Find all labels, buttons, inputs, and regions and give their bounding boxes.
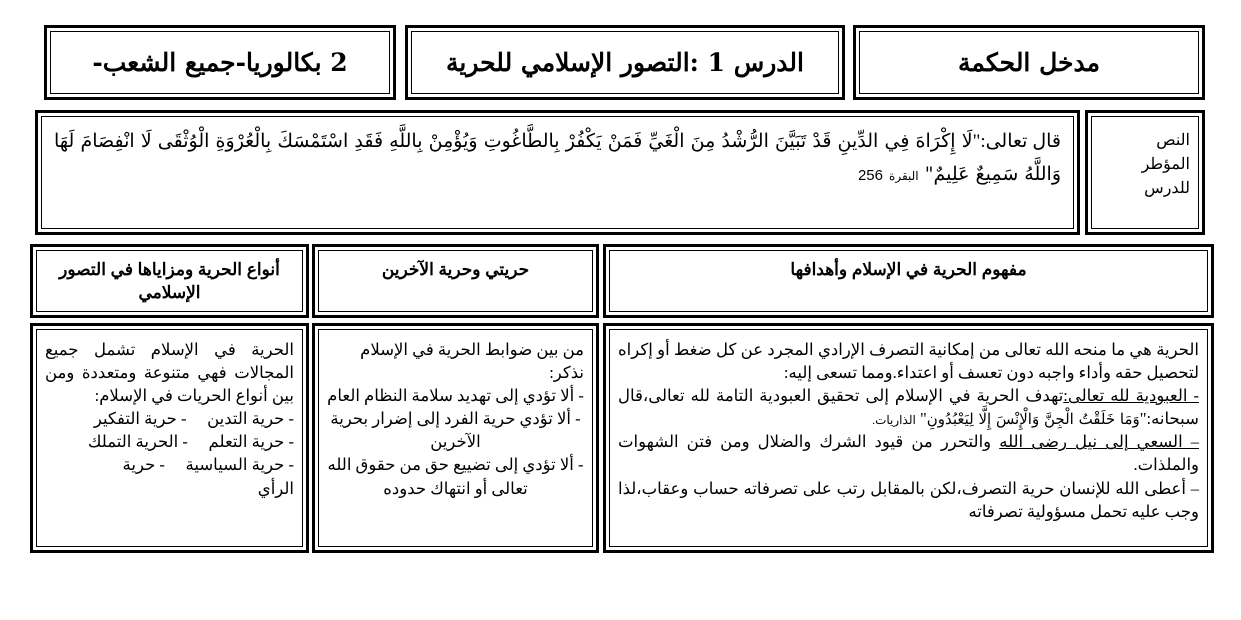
framing-verse-box (35, 110, 1080, 235)
types-row: - حرية التعلم - الحرية التملك (87, 432, 294, 452)
others-item: - ألا تؤدي حرية الفرد إلى إضرار بحرية الآخرين (330, 409, 581, 452)
concept-responsibility: – أعطى الله للإنسان حرية التصرف،لكن بالمقابل رتب على تصرفاته حساب وعقاب،لذا وجب عليه تحمل مسؤولية تصرفاته (618, 478, 1199, 521)
concept-goal-1-label: - العبودية لله تعالى: (1063, 386, 1199, 406)
types-row: - حرية التدين - حرية التفكير (93, 409, 294, 429)
header-entry: مدخل الحكمة (958, 48, 1100, 77)
framing-label-line: المؤطر (1141, 156, 1190, 173)
concept-title-box (603, 244, 1214, 318)
others-item: - ألا تؤدي إلى تهديد سلامة النظام العام (327, 386, 584, 406)
concept-goal-1-close: " (919, 409, 927, 429)
verse-reference-ayah: 256 (857, 167, 883, 185)
others-body-box (312, 323, 599, 553)
framing-label-box (1085, 110, 1205, 235)
concept-body-box (603, 323, 1214, 553)
types-row: الرأي (257, 478, 294, 498)
header-level-box (44, 25, 396, 100)
types-row: - حرية السياسية - حرية (122, 455, 294, 475)
concept-goal-1-text: تهدف الحرية في الإسلام إلى تحقيق العبودية التامة لله تعالى،قال سبحانه:" (618, 386, 1199, 429)
types-title-box (30, 244, 309, 318)
others-item: - ألا تؤدي إلى تضييع حق من حقوق الله تعالى أو انتهاك حدوده (327, 455, 584, 498)
concept-paragraph: الحرية هي ما منحه الله تعالى من إمكانية التصرف الإرادي المجرد عن كل ضغط أو إكراه لتحصيل حقه وأداء واجبه دون تعسف أو اعتداء.ومما تسعى إليه: (618, 340, 1199, 383)
concept-goal-1 (618, 384, 1199, 430)
concept-goal-1-ref: الذاريات. (872, 413, 916, 428)
others-title-box (312, 244, 599, 318)
verse-close: " (924, 163, 934, 186)
concept-body (606, 326, 1211, 538)
others-title: حريتي وحرية الآخرين (381, 260, 530, 279)
framing-label-line: النص (1156, 132, 1190, 149)
others-intro: من بين ضوابط الحرية في الإسلام نذكر: (360, 340, 584, 383)
header-level: 2 بكالوريا-جميع الشعب- (92, 48, 348, 77)
concept-goal-2-label: – السعي إلى نيل رضى الله (999, 432, 1200, 452)
types-paragraph: الحرية في الإسلام تشمل جميع المجالات فهي متنوعة ومتعددة ومن بين أنواع الحريات في الإسلام: (45, 340, 294, 406)
verse-intro: قال تعالى:" (972, 131, 1061, 152)
concept-title: مفهوم الحرية في الإسلام وأهدافها (790, 260, 1027, 279)
framing-verse (38, 113, 1077, 192)
header-entry-box (853, 25, 1205, 100)
concept-goal-1-verse: وَمَا خَلَقْتُ الْجِنَّ وَالْإِنْسَ إِلَّا لِيَعْبُدُونِ (926, 410, 1140, 429)
types-body-box (30, 323, 309, 553)
concept-goal-2-text: والتحرر من قيود الشرك والضلال ومن فتن الشهوات والملذات. (618, 432, 1199, 475)
types-title: أنواع الحرية ومزاياها في التصور الإسلامي (59, 260, 280, 302)
types-body (33, 326, 306, 538)
framing-label (1088, 113, 1202, 201)
verse-reference-surah: البقرة (889, 169, 919, 184)
others-body (315, 326, 596, 538)
concept-goal-2 (618, 430, 1199, 476)
verse-text: لَا إِكْرَاهَ فِي الدِّينِ قَدْ تَبَيَّنَ الرُّشْدُ مِنَ الْغَيِّ فَمَنْ يَكْفُرْ بِالطَّاغُوتِ وَيُؤْمِنْ بِاللَّهِ فَقَدِ اسْتَمْسَكَ بِالْعُرْوَةِ الْوُثْقَى لَا انْفِصَامَ لَهَا وَاللَّهُ سَمِيعٌ عَلِيمٌ (54, 130, 1061, 186)
header-lesson: الدرس 1 :التصور الإسلامي للحرية (446, 48, 804, 77)
framing-label-line: للدرس (1144, 180, 1190, 197)
header-lesson-box (405, 25, 845, 100)
